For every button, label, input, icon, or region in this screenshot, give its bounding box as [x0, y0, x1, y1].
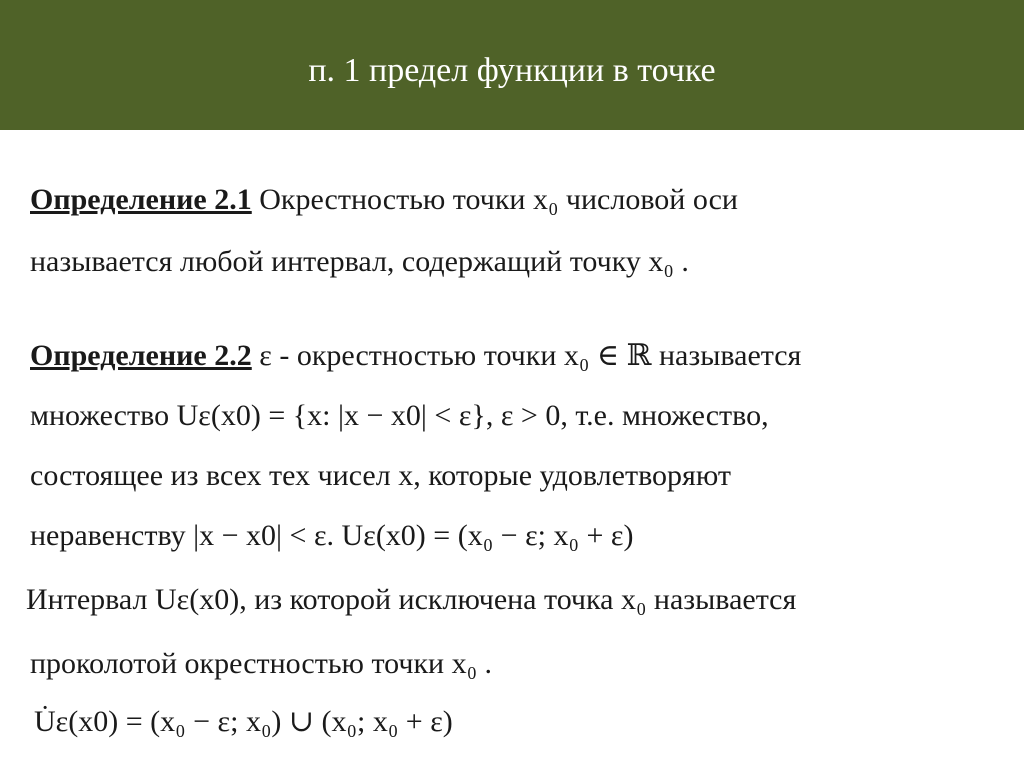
slide-title: п. 1 предел функции в точке [308, 52, 716, 89]
punctured-line-1: Интервал Uε(x0), из которой исключена точка x₀ называется [26, 583, 797, 616]
definition-2-2-text-1: ε - окрестностью точки x₀ ∈ ℝ называется [251, 339, 802, 372]
definition-2-2-label: Определение 2.2 [30, 339, 252, 372]
punctured-formula: U̇ε(x0) = (x₀ − ε; x₀) ∪ (x₀; x₀ + ε) [34, 705, 453, 738]
definition-2-1-line-1 [30, 182, 738, 218]
definition-2-2-line-4: неравенству |x − x0| < ε. Uε(x0) = (x₀ − ε; x₀ + ε) [30, 519, 634, 552]
definition-2-1-line-2: называется любой интервал, содержащий точку x₀ . [30, 245, 689, 278]
punctured-line-2: проколотой окрестностью точки x₀ . [30, 647, 493, 680]
definition-2-2-line-1 [30, 338, 801, 374]
definition-2-1-label: Определение 2.1 [30, 183, 252, 216]
definition-2-1-text-1: Окрестностью точки x₀ числовой оси [251, 183, 738, 216]
definition-2-2-line-3: состоящее из всех тех чисел x, которые удовлетворяют [30, 459, 731, 492]
definition-2-2-line-2: множество Uε(x0) = {x: |x − x0| < ε}, ε > 0, т.е. множество, [30, 399, 769, 432]
